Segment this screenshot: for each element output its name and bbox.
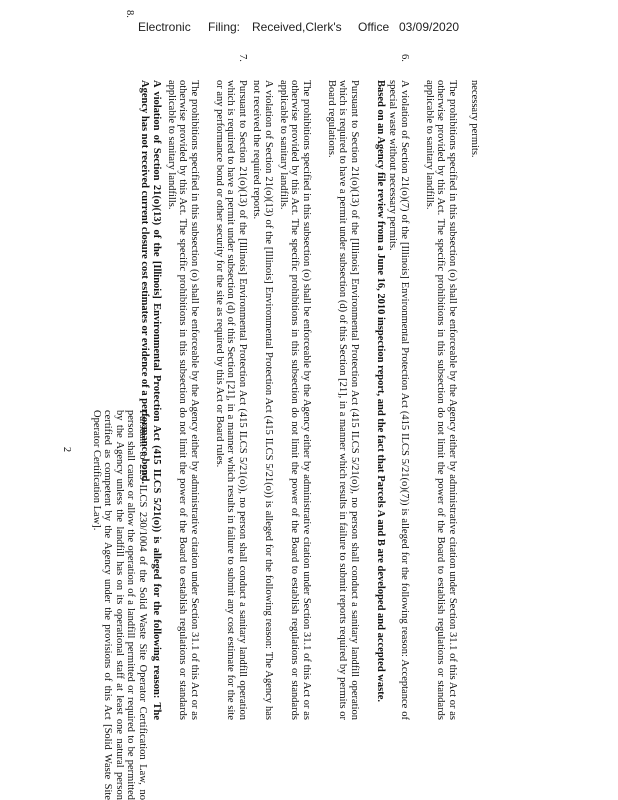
header-date: 03/09/2020 <box>399 20 460 34</box>
item-6-number: 6. <box>399 54 410 62</box>
item-6-prohibitions: The prohibitions specified in this subsection (o) shall be enforceable by the Agency either by administrative citation under Section 31.1 of this Act or as otherwise provided by this Act. The specific prohibitions in this subsection do not limit the power of the Board to establish regulations or standards applicable to sanitary landfills. <box>278 80 312 720</box>
item-7-pursuant: Pursuant to Section 21(o)(13) of the [Illinois] Environmental Protection Act (415 ILCS 5/21(o)), no person shall conduct a sanitary landfill operation which is required to have a permit under subsection (d) of this Section [21], in a manner which results in failure to submit any cost estimate for the site or any performance bond or other security for the site as required by this Act or Board rules. <box>214 80 248 720</box>
item-8-paragraph: Pursuant to 225 ILCS 230/1004 of the Solid Waste Site Operator Certification Law, no person shall cause or allow the operation of a landfill permitted or required to be permitted by the Agency unless the landfill has on its operational staff at least one natural person certified as competent by the Agency under the provisions of this Act [Solid Waste Site Operator Certification Law]. <box>91 410 148 800</box>
item-7-prohibitions: The prohibitions specified in this subsection (o) shall be enforceable by the Agency either by administrative citation under Section 31.1 of this Act or as otherwise provided by this Act. The specific prohibitions in this subsection do not limit the power of the Board to establish regulations or standards applicable to sanitary landfills. <box>166 80 200 720</box>
item-7-violation: A violation of Section 21(o)(13) of the [Illinois] Environmental Protection Act (415 ILCS 5/21(o)) is alleged for the following reason: The Agency has not received current closure cost estimates or evidence of a performance bond. <box>139 80 162 720</box>
page-number: 2 <box>61 446 73 453</box>
paragraph-prohibitions-o7: The prohibitions specified in this subsection (o) shall be enforceable by the Agency either by administrative citation under Section 31.1 of this Act or as otherwise provided by this Act. The specific prohibitions in this subsection do not limit the power of the Board to establish regulations or standards applicable to sanitary landfills. <box>424 80 458 720</box>
item-6-violation: A violation of Section 21(o)(7) of the [Illinois] Environmental Protection Act (415 ILCS 5/21(o)(7)) is alleged for the following reason: Acceptance of special waste without necessary permits. <box>387 80 410 720</box>
top-line: necessary permits. <box>469 80 480 158</box>
item-6-basis: Based on an Agency file review from a June 16, 2010 inspection report, and the fact that Parcels A and B are developed and accepted waste. <box>375 80 386 703</box>
header-electronic: Electronic <box>138 20 191 34</box>
item-6-pursuant: Pursuant to Section 21(o)(13) of the [Illinois] Environmental Protection Act (415 ILCS 5/21(o)), no person shall conduct a sanitary landfill operation which is required to have a permit under subsection (d) of this Section [21], in a manner which results in failure to submit reports required by permits or Board regulations. <box>326 80 360 720</box>
item-6-violation-reports: A violation of Section 21(o)(13) of the [Illinois] Environmental Protection Act (415 ILCS 5/21(o)) is alleged for the following reason: The Agency has not received the required reports. <box>251 80 274 720</box>
filing-header <box>0 20 618 38</box>
header-received: Received,Clerk's <box>252 20 342 34</box>
item-8-number: 8. <box>124 10 135 18</box>
item-7-number: 7. <box>237 54 248 62</box>
header-filing: Filing: <box>208 20 241 34</box>
header-office: Office <box>358 20 390 34</box>
